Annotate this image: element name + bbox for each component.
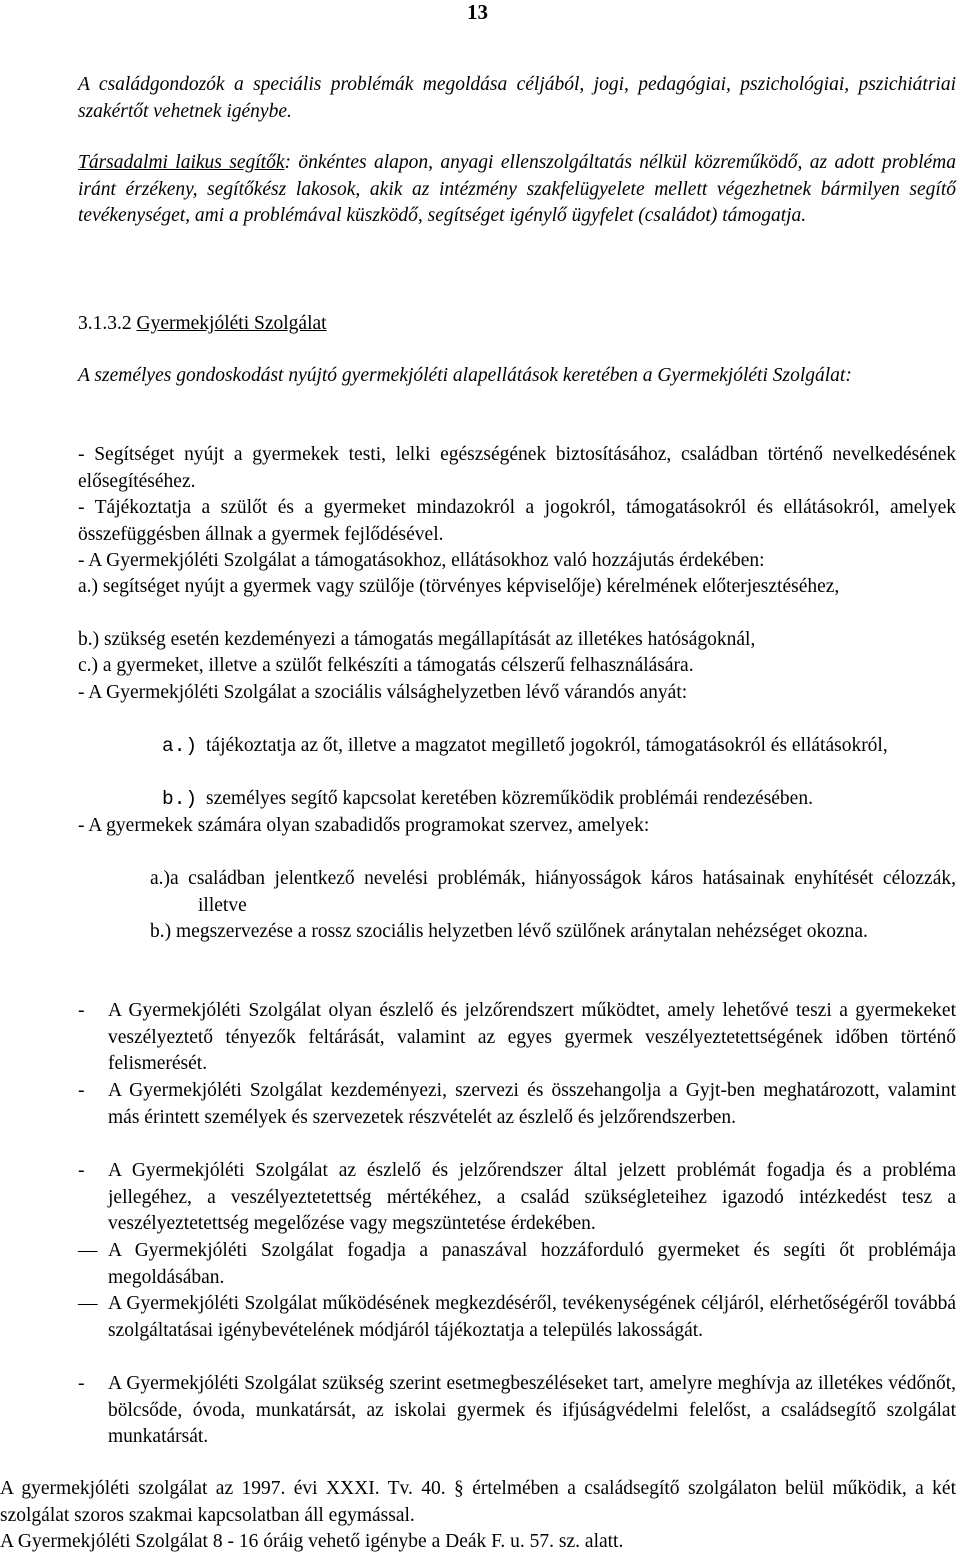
pregnant-item-a-marker: a.) [162,735,198,757]
signal-item-3-text: A Gyermekjóléti Szolgálat az észlelő és jelzőrendszer által jelzett problémát fogadja és a probléma jellegéhez, a veszélyeztetettség mértékéhez, a család szükségleteihez igazodó intézkedést tesz a veszélyeztetettség megelőzése vagy megszüntetése érdekében. [108,1160,956,1234]
section-lead: A személyes gondoskodást nyújtó gyermekjóléti alapellátások keretében a Gyermekjóléti Szolgálat: [78,365,852,386]
signal-item-1 [78,998,956,1078]
signal-item-6 [78,1371,956,1451]
pregnant-item-a [162,733,956,760]
volunteers-term: Társadalmi laikus segítők [78,152,285,173]
duty-inform: - Tájékoztatja a szülőt és a gyermeket mindazokról a jogokról, támogatásokról és ellátásokról, amelyek összefüggésben állnak a gyermek fejlődésével. [78,497,956,545]
signal-item-4-text: A Gyermekjóléti Szolgálat fogadja a panaszával hozzáforduló gyermeket és segíti őt problémája megoldásában. [108,1240,956,1288]
signal-item-5-text: A Gyermekjóléti Szolgálat működésének megkezdéséről, tevékenységének céljáról, elérhetőségéről továbbá szolgáltatásai igénybevételének módjáról tájékoztatja a település lakosságát. [108,1293,956,1341]
signal-item-2 [78,1078,956,1131]
signal-item-6-marker: - [78,1373,85,1394]
leisure-item-a: a.)a családban jelentkező nevelési problémák, hiányosságok káros hatásainak enyhítését célozzák, illetve [150,868,956,916]
page-number: 13 [467,0,488,24]
section-number: 3.1.3.2 [78,313,137,334]
intro-paragraph-experts: A családgondozók a speciális problémák megoldása céljából, jogi, pedagógiai, pszichológiai, pszichiátriai szakértőt vehetnek igénybe. [78,74,956,122]
signal-item-6-text: A Gyermekjóléti Szolgálat szükség szerint esetmegbeszéléseket tart, amelyre meghívja az illetékes védőnőt, bölcsőde, óvoda, munkatársát, az iskolai gyermek és ifjúságvédelmi felelőst, a családsegítő szolgálat munkatársát. [108,1373,956,1447]
duty-health: - Segítséget nyújt a gyermekek testi, lelki egészségének biztosításához, családban történő nevelkedésének elősegítéséhez. [78,444,956,492]
pregnant-item-b [162,786,956,813]
closing-opening-hours: A Gyermekjóléti Szolgálat 8 - 16 óráig vehető igénybe a Deák F. u. 57. sz. alatt. [0,1531,624,1552]
pregnant-item-b-text: személyes segítő kapcsolat keretében közreműködik problémái rendezésében. [206,788,813,809]
signal-item-5 [78,1291,956,1344]
duty-pregnant-mother: - A Gyermekjóléti Szolgálat a szociális válsághelyzetben lévő várandós anyát: [78,682,688,703]
volunteers-definition: : önkéntes alapon, anyagi ellenszolgáltatás nélkül közreműködő, az adott probléma iránt érzékeny, segítőkész lakosok, akik az intézmény szakfelügyelete mellett végezhetnek bármilyen segítő tevékenységet, ami a problémával küszködő, segítséget igénylő ügyfelet (családot) támogatja. [78,152,956,226]
duty-support-access: - A Gyermekjóléti Szolgálat a támogatásokhoz, ellátásokhoz való hozzájutás érdekében: [78,550,765,571]
pregnant-item-b-marker: b.) [162,788,198,810]
signal-item-2-marker: - [78,1080,85,1101]
signal-item-1-marker: - [78,1000,85,1021]
signal-item-1-text: A Gyermekjóléti Szolgálat olyan észlelő és jelzőrendszert működtet, amely lehetővé teszi a gyermekeket veszélyeztető tényezők feltárását, valamint az egyes gyermek veszélyeztetettségének időben történő felismerését. [108,1000,956,1074]
duty-support-access-b: b.) szükség esetén kezdeményezi a támogatás megállapítását az illetékes hatóságoknál, [78,629,756,650]
duty-support-access-c: c.) a gyermeket, illetve a szülőt felkészíti a támogatás célszerű felhasználására. [78,655,694,676]
signal-item-5-marker: — [78,1293,98,1314]
signal-item-4 [78,1238,956,1291]
duty-leisure: - A gyermekek számára olyan szabadidős programokat szervez, amelyek: [78,815,650,836]
intro-paragraph-volunteers [78,150,956,230]
leisure-item-b: b.) megszervezése a rossz szociális helyzetben lévő szülőnek aránytalan nehézséget okozna. [150,921,868,942]
signal-item-4-marker: — [78,1240,98,1261]
signal-item-2-text: A Gyermekjóléti Szolgálat kezdeményezi, szervezi és összehangolja a Gyjt-ben meghatározott, valamint más érintett személyek és szervezetek részvételét az észlelő és jelzőrendszerben. [108,1080,956,1128]
signal-item-3-marker: - [78,1160,85,1181]
closing-legal-basis: A gyermekjóléti szolgálat az 1997. évi XXXI. Tv. 40. § értelmében a családsegítő szolgálaton belül működik, a két szolgálat szoros szakmai kapcsolatban áll egymással. [0,1478,956,1526]
duty-support-access-a: a.) segítséget nyújt a gyermek vagy szülője (törvényes képviselője) kérelmének előterjesztéséhez, [78,576,840,597]
signal-item-3 [78,1158,956,1238]
pregnant-item-a-text: tájékoztatja az őt, illetve a magzatot megillető jogokról, támogatásokról és ellátásokról, [206,735,888,756]
section-heading [78,311,956,338]
section-title: Gyermekjóléti Szolgálat [136,313,327,334]
